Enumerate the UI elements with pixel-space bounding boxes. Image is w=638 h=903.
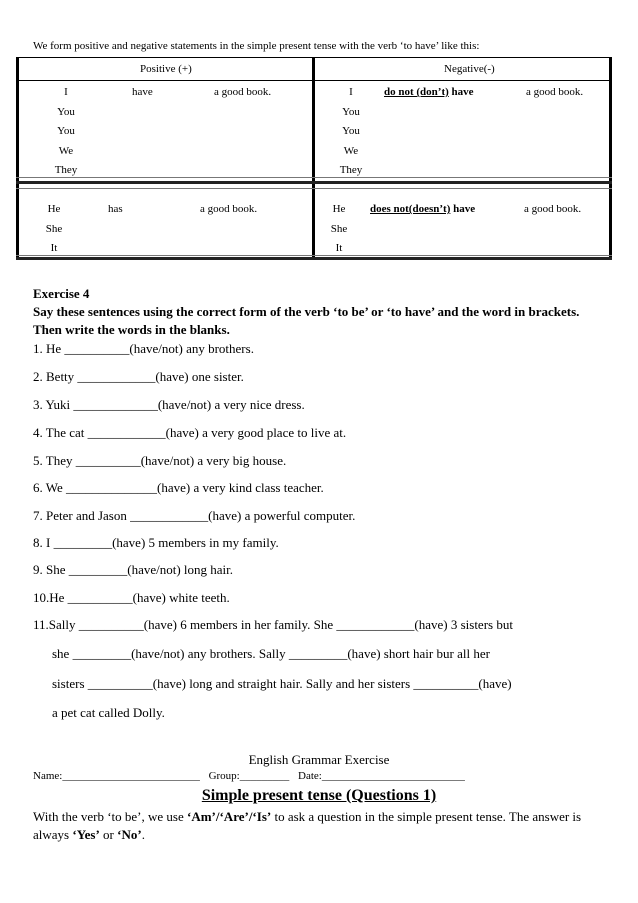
para-bold: ‘Yes’ bbox=[72, 827, 100, 842]
group1-positive-verb: have bbox=[132, 86, 153, 98]
table-separator bbox=[16, 181, 612, 184]
subject-cell: He bbox=[47, 203, 61, 215]
section-title: Simple present tense (Questions 1) bbox=[201, 787, 437, 804]
table-right-border bbox=[609, 57, 612, 260]
table-left-border bbox=[16, 57, 19, 260]
table-separator bbox=[16, 177, 612, 178]
exercise-instruction: Say these sentences using the correct form of the verb ‘to be’ or ‘to have’ and the word in brackets. Then write the words in the blanks. bbox=[33, 304, 580, 337]
group1-negative-object: a good book. bbox=[526, 86, 584, 98]
subject-cell: I bbox=[64, 86, 68, 98]
group1-negative-verb bbox=[384, 83, 474, 103]
exercise-item: 10.He __________(have) white teeth. bbox=[33, 590, 230, 605]
exercise-item-continuation: sisters __________(have) long and straight hair. Sally and her sisters __________(have) bbox=[52, 676, 512, 691]
subject-cell: You bbox=[57, 125, 75, 137]
subject-cell: You bbox=[57, 105, 75, 118]
subject-cell: She bbox=[45, 222, 63, 235]
exercise-item: 1. He __________(have/not) any brothers. bbox=[33, 341, 254, 356]
subject-cell: I bbox=[349, 86, 353, 98]
subject-cell: It bbox=[335, 242, 343, 254]
negative-verb-underlined: does not(doesn’t) bbox=[370, 203, 451, 215]
group1-positive-object: a good book. bbox=[214, 86, 272, 98]
exercise-item: 11.Sally __________(have) 6 members in her family. She ____________(have) 3 sisters but bbox=[33, 617, 513, 632]
negative-header: Negative(-) bbox=[444, 63, 495, 75]
subject-cell: He bbox=[332, 203, 346, 215]
para-text: to ask a question in the simple present tense. The answer is always bbox=[33, 809, 582, 842]
intro-paragraph bbox=[33, 808, 608, 844]
student-info-row bbox=[33, 770, 465, 782]
exercise-item: 7. Peter and Jason ____________(have) a powerful computer. bbox=[33, 508, 356, 523]
group2-positive-subjects bbox=[36, 200, 72, 259]
para-bold: ‘Am’/‘Are’/‘Is’ bbox=[186, 809, 272, 824]
exercise-item-continuation: she _________(have/not) any brothers. Sally _________(have) short hair bur all her bbox=[52, 646, 490, 661]
subject-cell: You bbox=[342, 105, 360, 118]
table-header bbox=[16, 57, 612, 81]
intro-text: We form positive and negative statements in the simple present tense with the verb ‘to have’ like this: bbox=[33, 40, 480, 52]
exercise-item: 2. Betty ____________(have) one sister. bbox=[33, 369, 244, 384]
group1-negative-subjects bbox=[331, 83, 371, 181]
table-separator bbox=[16, 188, 612, 189]
subject-cell: They bbox=[339, 164, 363, 176]
subject-cell: We bbox=[58, 144, 74, 157]
subject-cell: We bbox=[343, 144, 359, 157]
subject-cell: They bbox=[54, 164, 78, 176]
exercise-item: 8. I _________(have) 5 members in my family. bbox=[33, 535, 279, 550]
subject-cell: You bbox=[342, 125, 360, 137]
group2-negative-subjects bbox=[321, 200, 357, 259]
para-bold: ‘No’ bbox=[117, 827, 142, 842]
exercise-item: 6. We ______________(have) a very kind class teacher. bbox=[33, 480, 324, 495]
worksheet-subtitle: English Grammar Exercise bbox=[248, 752, 390, 767]
table-bottom-border bbox=[16, 257, 612, 260]
table-bottom-border bbox=[16, 255, 612, 256]
group2-positive-object: a good book. bbox=[200, 203, 258, 215]
exercise-item: 4. The cat ____________(have) a very good place to live at. bbox=[33, 425, 347, 440]
exercise-title: Exercise 4 bbox=[33, 286, 90, 301]
group-label: Group:_________ bbox=[208, 770, 290, 782]
exercise-item-continuation: a pet cat called Dolly. bbox=[52, 705, 165, 720]
negative-verb-tail: have bbox=[450, 203, 476, 215]
exercise-item: 5. They __________(have/not) a very big house. bbox=[33, 453, 287, 468]
table-middle-border bbox=[312, 57, 315, 260]
para-text: With the verb ‘to be’, we use bbox=[33, 809, 187, 824]
positive-header: Positive (+) bbox=[140, 63, 192, 75]
subject-cell: It bbox=[50, 242, 58, 254]
name-label: Name:_________________________ bbox=[33, 770, 200, 782]
subject-cell: She bbox=[330, 222, 348, 235]
group2-negative-verb bbox=[370, 200, 475, 220]
group1-positive-subjects bbox=[46, 83, 86, 181]
negative-verb-tail: have bbox=[448, 86, 474, 98]
para-text: . bbox=[141, 827, 145, 842]
exercise-item: 9. She _________(have/not) long hair. bbox=[33, 562, 234, 577]
group2-negative-object: a good book. bbox=[524, 203, 582, 215]
exercise-item: 3. Yuki _____________(have/not) a very nice dress. bbox=[33, 397, 305, 412]
negative-verb-underlined: do not (don’t) bbox=[384, 86, 449, 98]
para-text: or bbox=[99, 827, 118, 842]
date-label: Date:__________________________ bbox=[298, 770, 465, 782]
group2-positive-verb: has bbox=[108, 203, 123, 215]
